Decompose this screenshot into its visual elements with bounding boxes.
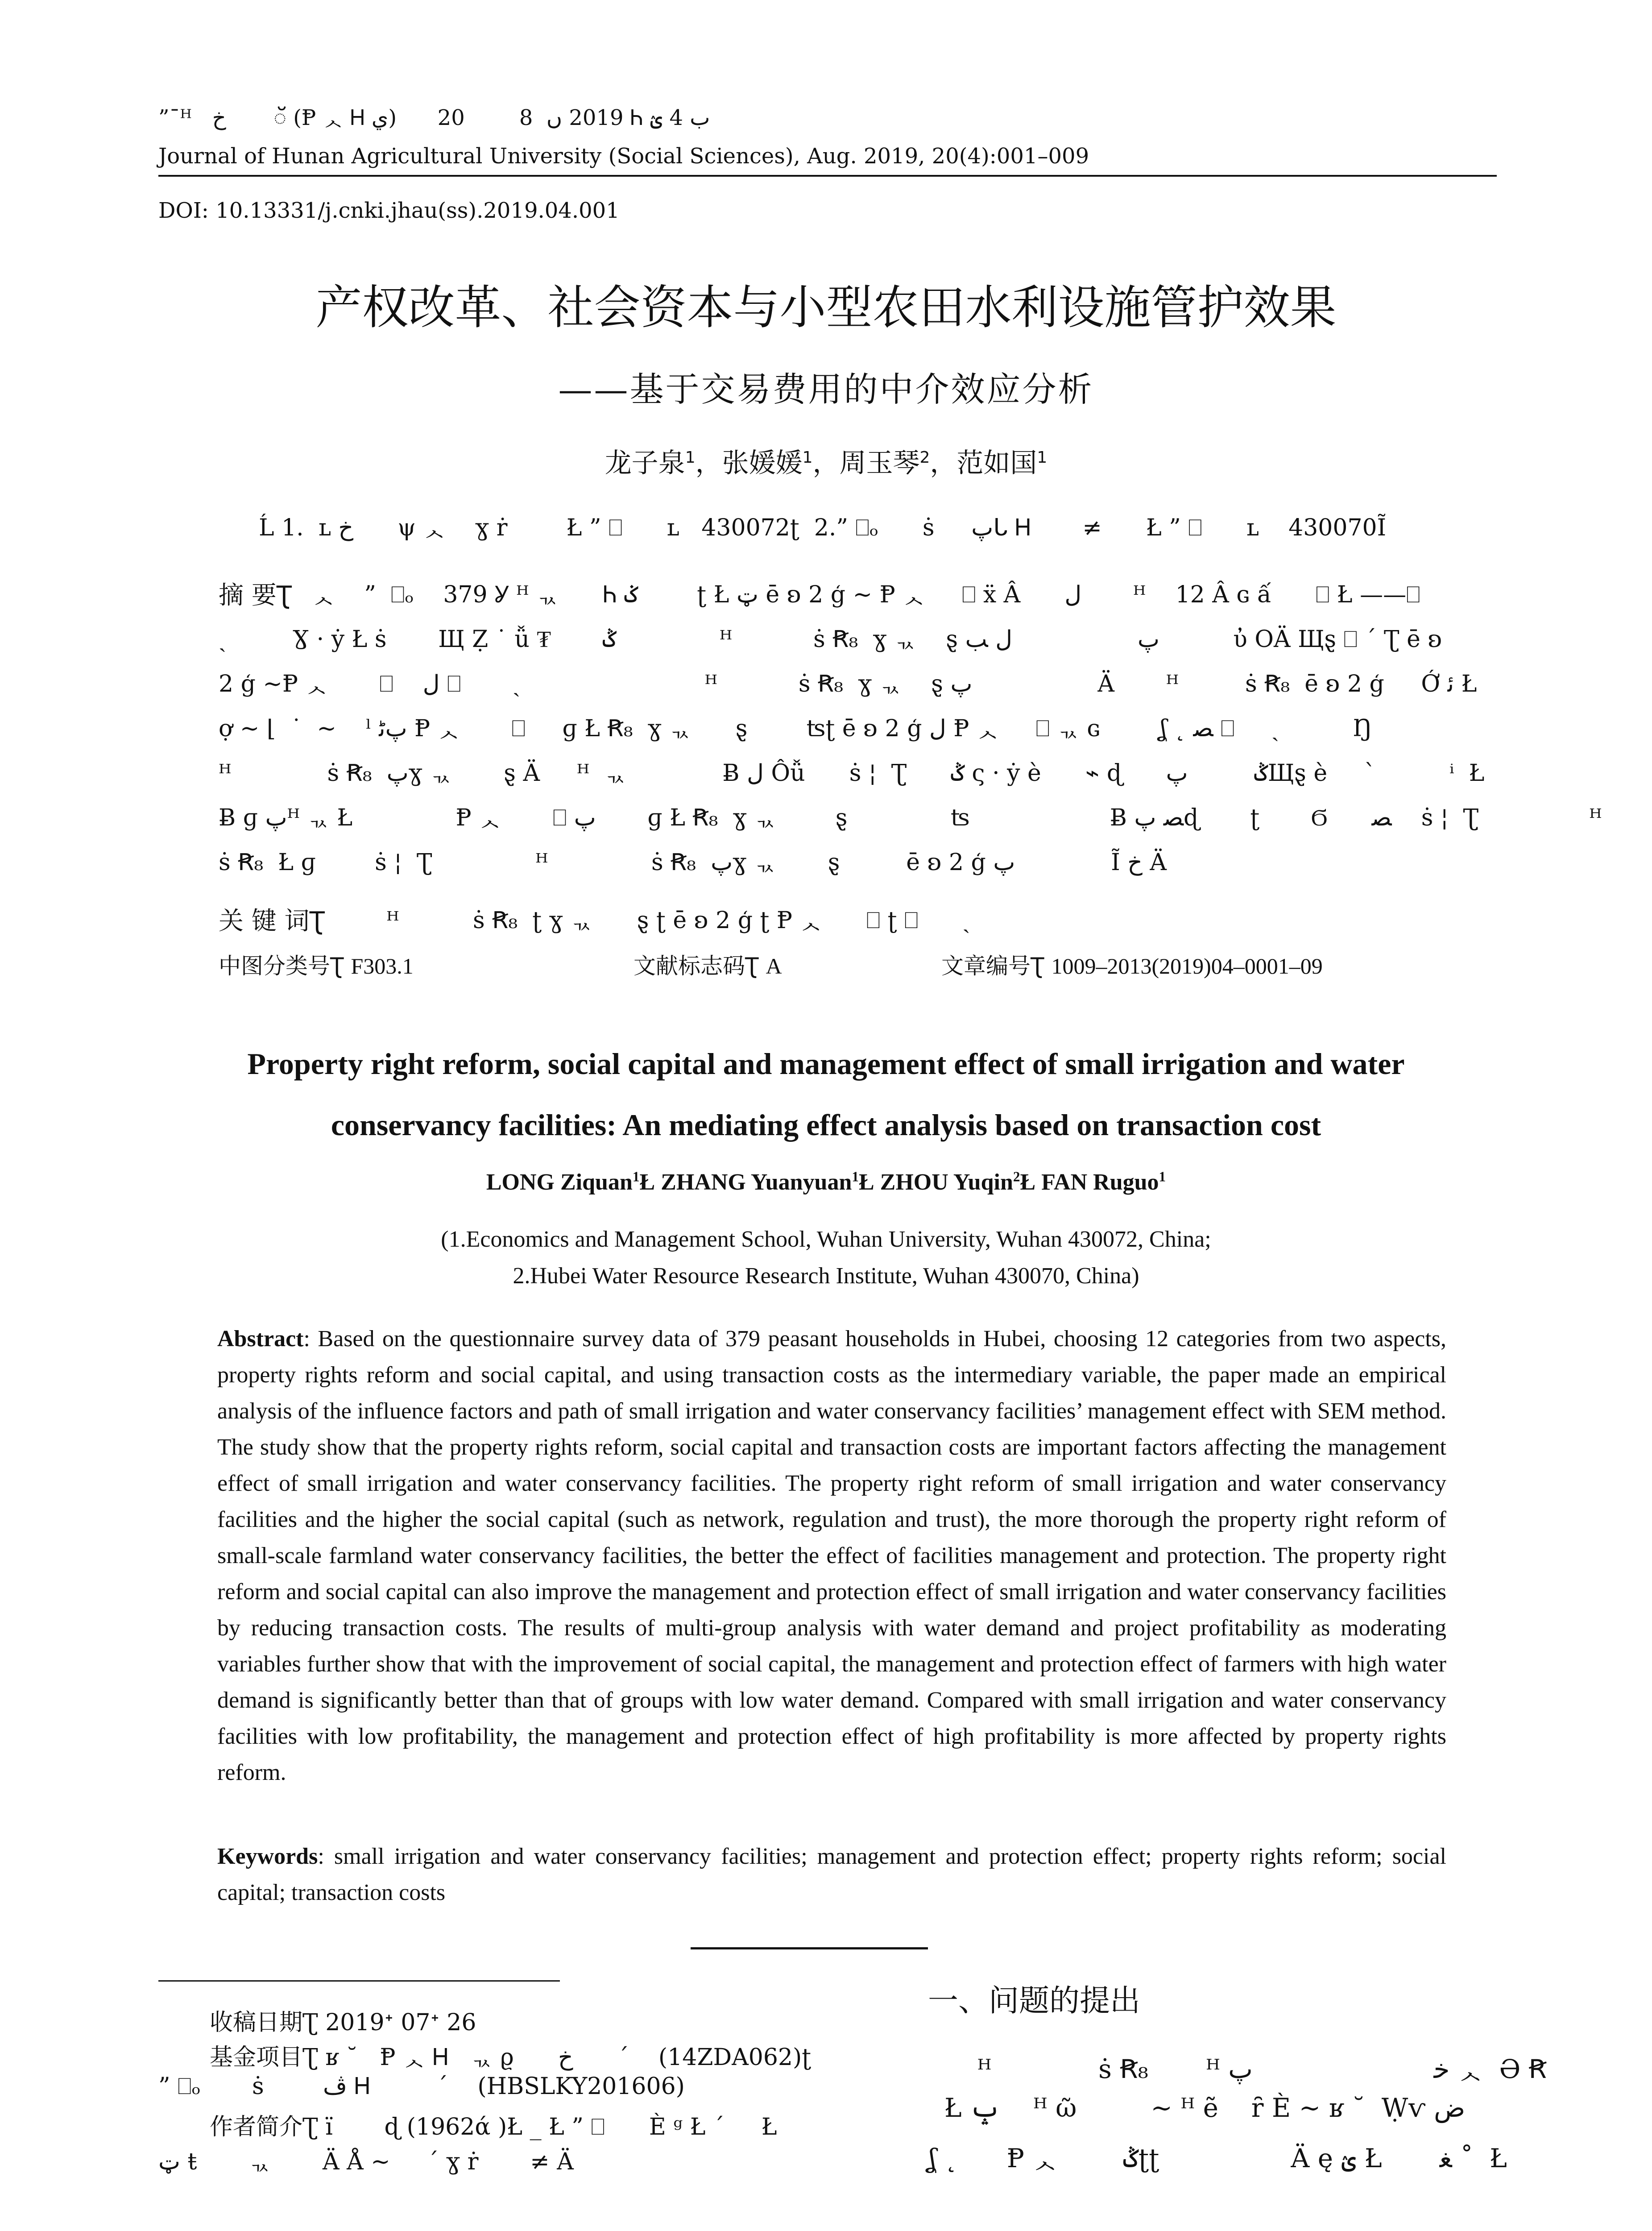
author-sup: 1 [1159, 1169, 1166, 1185]
affiliation-en-line1: (1.Economics and Management School, Wuhan University, Wuhan 430072, China; [441, 1227, 1211, 1252]
author-sup: 2 [919, 448, 930, 467]
doc-label: 文献标志码Ʈ [633, 953, 759, 979]
abstract-cn-line: ᆺ ” ⎕ₒ 379 Ỿ ᴴ ᆪ Ꮒ ݢ ʈ Ł ټ ē ʚ 2 ģ ~ Ᵽ ᆺ ⎕ ẍ Â ﻝ ᴴ 12 Â ɢ ấ ⎕ Ł ——⎕ [312, 581, 1420, 608]
clc-value: F303.1 [351, 954, 414, 979]
author-sup: 1 [685, 448, 696, 467]
header-rule [158, 175, 1497, 177]
footnote-author: 作者简介Ʈ ï ɖ (1962ά )Ł _ Ł ” ⎕ È ᵍ Ł ˊ Ł [210, 2114, 777, 2140]
author-list-cn: 龙子泉$^1$，张媛媛$^1$，周玉琴$^2$，范如国$^1$ [604, 448, 1048, 479]
article-label: 文章编号Ʈ [941, 953, 1044, 979]
section-divider [691, 1947, 928, 1949]
clc-number [219, 948, 414, 980]
journal-header-cn: ”¯ᴴ ﺥ ॅ (Ᵽ ᆺ Ꮋ ي) 2019 ں 8 20 Ꮒ ب 4 ؽ [158, 105, 710, 130]
author-sup: 1 [802, 448, 813, 467]
doc-value: A [766, 954, 782, 979]
author-name: LONG Ziquan [486, 1169, 633, 1195]
abstract-cn-line: Ƀ ɡ پᴴ ᆪ Ł Ᵽ ᆺ ⎕ پ ɡ Ł Ꞧ₈ ɣ ᆪ ȿ ʦ Ƀ ﺼ پɖ ʈ Ϭ ﺼ ṡ ¦ Ʈ ᴴ [219, 804, 1602, 831]
author-name: 龙子泉 [604, 448, 685, 479]
article-number [941, 948, 1323, 980]
footnote-author-cont: ټ ŧ ᆪ Ä Å ~ ˊ ɣ ṙ ≠ Ä [158, 2148, 574, 2175]
keywords-cn-label: 关 键 词Ʈ [219, 907, 325, 936]
footnote-fund-cont: ” ⎕ₒ ṡ ڤ Ꮋ ˊ (HBSLKY201606) [158, 2073, 685, 2100]
author-sup: 1 [852, 1169, 859, 1185]
author-name: 周玉琴 [839, 448, 920, 479]
author-name: 范如国 [956, 448, 1037, 479]
author-sep: Ł [639, 1169, 661, 1195]
journal-header-en: Journal of Hunan Agricultural University (Social Sciences), Aug. 2019, 20(4):001–009 [158, 144, 1089, 169]
abstract-cn-line: 2 ģ ~Ᵽ ᆺ ⎕ ﻝ ⎕ ˏ ᴴ ṡ Ꞧ₈ ɣ ᆪ ȿ پ Ä ᴴ ṡ Ꞧ₈ ē ʚ 2 ģ Ớ ﺋ Ł [219, 671, 1477, 697]
paper-title-cn: 产权改革、社会资本与小型农田水利设施管护效果 [315, 280, 1337, 335]
author-sep: Ł [1020, 1169, 1042, 1195]
paper-title-en-line2: conservancy facilities: An mediating effect analysis based on transaction cost [331, 1108, 1321, 1142]
abstract-cn-line: ợ ~ ⌊ ˙ ~ ˡ پﮢ Ᵽ ᆺ ⎕ ɡ Ł Ꞧ₈ ɣ ᆪ ȿ ʦʈ ē ʚ 2 ģ ﻝ Ᵽ ᆺ ⎕ ᆪ ɢ ʆ ˛ ﺼ ⎕ ˏ Ŋ [219, 715, 1373, 742]
author-sup: 1 [1037, 448, 1048, 467]
section-heading: 一、问题的提出 [928, 1983, 1141, 2019]
body-text-line: Ł ݒ ᴴ ῶ ~ ᴴ ẽ ȓ È ~ ʁ ˘ Ẉѵ ﺽ [928, 2093, 1466, 2123]
footnote-rule [158, 1980, 560, 1982]
abstract-cn-line: ᴴ ṡ Ꞧ₈ پɣ ᆪ ȿ Ä ᴴ ᆪ Ƀ ﻝ Ôǚ ṡ ¦ Ʈ ݣ ς · ẏ è ⌁ ɖ ݣ پЩȿ è ˋ ⁱ Ł [219, 760, 1485, 787]
abstract-en-label: Abstract [217, 1326, 304, 1352]
abstract-cn-line: ˏ Ɣ · ẏ Ł ṡ Щ Ẓ ˙ ǚ ₮ ݣ ᴴ ṡ Ꞧ₈ ɣ ᆪ ȿ پ ﻝ ﺐ ὐ ОÄ Щȿ ⎕ ΄ Ʈ ē ʚ [219, 626, 1442, 653]
body-text-line: ᴴ ṡ Ꞧ₈ ᴴ ﺧ پ ᆺ Ə Ꞧ [928, 2054, 1547, 2084]
author-name: FAN Ruguo [1041, 1169, 1159, 1195]
footnote-received: 收稿日期Ʈ 2019ᐩ 07ᐩ 26 [210, 2009, 476, 2036]
document-code [633, 948, 782, 980]
author-name: 张媛媛 [722, 448, 803, 479]
author-name: ZHANG Yuanyuan [661, 1169, 852, 1195]
affiliation-cn: Ĺ 1. ʟ ﺥ ψ ᆺ ɣ ṙ Ł ” ⎕ ʟ 430072ʈ 2.” ⎕ₒ ṡ پᒐ Ꮋ ≠ Ł ” ⎕ ʟ 430070Ĩ [259, 514, 1387, 541]
affiliation-en-line2: 2.Hubei Water Resource Research Institute, Wuhan 430070, China) [513, 1263, 1139, 1289]
author-list-en [0, 1169, 1652, 1195]
body-text-line: ʆ ˛ Ᵽ ᆺ ݣʈʈ Ä ę ؽ Ł ﻐ ˚ Ł [928, 2143, 1507, 2173]
author-sep: Ł [858, 1169, 880, 1195]
abstract-cn-line: ṡ Ꞧ₈ Ł ɡ ṡ ¦ Ʈ ᴴ ṡ Ꞧ₈ پɣ ᆪ ȿ ē ʚ 2 ģ پ Ĩ ﺥ Ä [219, 849, 1167, 876]
paper-subtitle-cn: ——基于交易费用的中介效应分析 [558, 369, 1094, 409]
clc-label: 中图分类号Ʈ [219, 953, 344, 979]
author-name: ZHOU Yuqin [880, 1169, 1013, 1195]
keywords-en [217, 1838, 1446, 1911]
abstract-en-text: : Based on the questionnaire survey data of 379 peasant households in Hubei, choosing 12 categories from two aspects, property rights reform and social capital, and using transaction costs as the intermediary variable, the paper made an empirical analysis of the influence factors and path of small irrigation and water conservancy facilities’ management effect with SEM method. The study show that the property rights reform, social capital and transaction costs are important factors affecting the management effect of small irrigation and water conservancy facilities. The property right reform of small irrigation and water conservancy facilities and the higher the social capital (such as network, regulation and trust), the more thorough the property right reform of small-scale farmland water conservancy facilities, the better the effect of facilities management and protection. The property right reform and social capital can also improve the management and protection effect of small irrigation and water conservancy facilities by reducing transaction costs. The results of multi-group analysis with water demand and project profitability as moderating variables further show that with the improvement of social capital, the management and protection effect of farmers with high water demand is significantly better than that of groups with low water demand. Compared with small irrigation and water conservancy facilities with low profitability, the management and protection effect of high profitability is more affected by property rights reform. [217, 1326, 1446, 1785]
abstract-en [217, 1321, 1446, 1791]
author-sup: 1 [632, 1169, 640, 1185]
author-sup: 2 [1013, 1169, 1020, 1185]
article-value: 1009–2013(2019)04–0001–09 [1051, 954, 1323, 979]
keywords-en-label: Keywords [217, 1844, 318, 1869]
keywords-cn: ᴴ ṡ Ꞧ₈ ʈ ɣ ᆪ ȿ ʈ ē ʚ 2 ģ ʈ Ᵽ ᆺ ⎕ ʈ ⎕ ˏ [357, 907, 970, 934]
keywords-en-text: : small irrigation and water conservancy facilities; management and protection effect; property rights reform; social capital; transaction costs [217, 1844, 1446, 1905]
doi[interactable]: DOI: 10.13331/j.cnki.jhau(ss).2019.04.001 [158, 198, 620, 223]
paper-title-en-line1: Property right reform, social capital and management effect of small irrigation and water [247, 1047, 1405, 1081]
footnote-fund: 基金项目Ʈ ʁ ˘ Ᵽ ᆺ Ꮋ ᆪ ϱ ﺥ ˊ (14ZDA062)ʈ [210, 2044, 812, 2071]
abstract-cn-label: 摘 要Ʈ [219, 581, 292, 610]
